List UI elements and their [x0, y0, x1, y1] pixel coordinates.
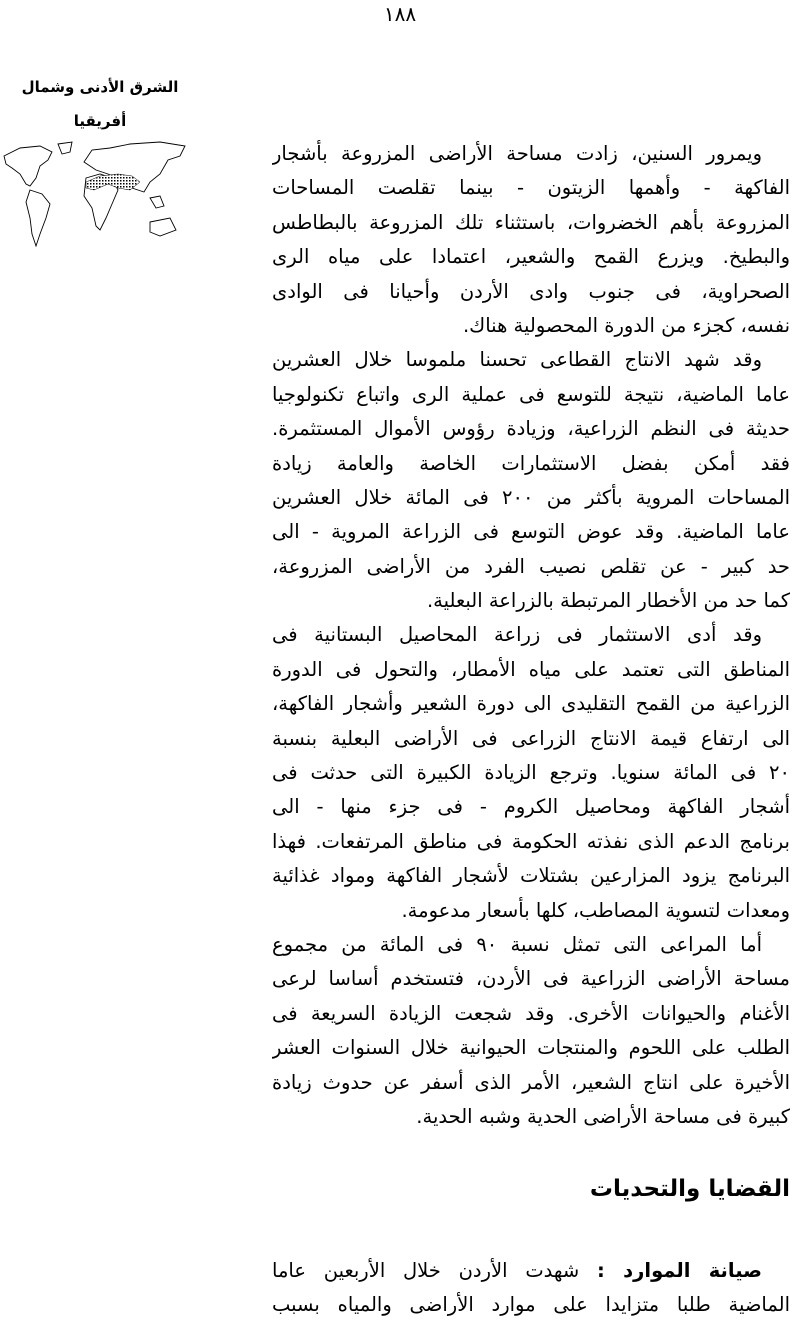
text-line: حديثة فى النظم الزراعية، وزيادة رؤوس الأموال المستثمرة. — [272, 417, 790, 441]
text-line: وقد أدى الاستثمار فى زراعة المحاصيل البستانية فى — [272, 623, 762, 647]
text-line: الطلب على اللحوم والمنتجات الحيوانية خلال السنوات العشر — [272, 1036, 790, 1060]
text-line: كما حد من الأخطار المرتبطة بالزراعة البعلية. — [426, 589, 790, 613]
text-line: مساحة الأراضى الزراعية فى الأردن، فتستخدم أساسا لرعى — [272, 967, 790, 991]
text-line: البرنامج يزود المزارعين بشتلات لأشجار الفاكهة ومواد غذائية — [272, 864, 790, 888]
text-line: نفسه، كجزء من الدورة المحصولية هناك. — [462, 313, 790, 337]
text-line: عاما الماضية. وقد عوض التوسع فى الزراعة المروية - الى — [272, 520, 790, 544]
subheading-lead: صيانة الموارد : — [597, 1259, 763, 1282]
text-line — [272, 1254, 790, 1288]
text-line: فقد أمكن بفضل الاستثمارات الخاصة والعامة زيادة — [272, 451, 790, 475]
text-line: المناطق التى تعتمد على مياه الأمطار، والتحول فى الدورة — [272, 657, 790, 681]
text-line: الفاكهة - وأهمها الزيتون - بينما تقلصت المساحات — [272, 176, 790, 200]
text-line: أشجار الفاكهة ومحاصيل الكروم - فى جزء منها - الى — [272, 795, 790, 819]
text-line: الصحراوية، فى جنوب وادى الأردن وأحيانا فى الوادى — [272, 279, 790, 303]
text-line: الماضية طلبا متزايدا على موارد الأراضى والمياه بسبب — [272, 1293, 790, 1317]
section-paragraph — [272, 1254, 790, 1323]
text-line: ومعدات لتسوية المصاطب، كلها بأسعار مدعومة. — [401, 898, 790, 922]
text-line: المزروعة بأهم الخضروات، باستثناء تلك المزروعة بالبطاطس — [272, 210, 790, 234]
text-line: المساحات المروية بأكثر من ٢٠٠ فى المائة خلال العشرين — [272, 485, 790, 509]
text-line: الى ارتفاع قيمة الانتاج الزراعى فى الأراضى البعلية بنسبة — [272, 726, 790, 750]
text-line: الأخيرة على انتاج الشعير، الأمر الذى أسفر عن حدوث زيادة — [272, 1070, 790, 1094]
highlighted-region — [86, 174, 140, 190]
text-line: برنامج الدعم الذى نفذته الحكومة فى مناطق المرتفعات. فهذا — [272, 829, 790, 853]
world-map-icon — [0, 138, 190, 248]
text-line: والبطيخ. ويزرع القمح والشعير، اعتمادا على مياه الرى — [272, 245, 790, 269]
text-line: كبيرة فى مساحة الأراضى الحدية وشبه الحدية. — [416, 1104, 790, 1128]
text-line: الأغنام والحيوانات الأخرى. وقد شجعت الزيادة السريعة فى — [272, 1001, 790, 1025]
main-text — [272, 137, 790, 1134]
text-line: الزراعية من القمح التقليدى الى دورة الشعير وأشجار الفاكهة، — [272, 692, 790, 716]
text-line: أما المراعى التى تمثل نسبة ٩٠ فى المائة من مجموع — [272, 932, 762, 956]
text-line: وقد شهد الانتاج القطاعى تحسنا ملموسا خلال العشرين — [272, 348, 762, 372]
section-heading: القضايا والتحديات — [589, 1176, 790, 1202]
text-span: شهدت الأردن خلال الأربعين عاما — [272, 1259, 580, 1282]
text-line: ويمرور السنين، زادت مساحة الأراضى المزروعة بأشجار — [272, 142, 762, 165]
text-line: ٢٠ فى المائة سنويا. وترجع الزيادة الكبيرة التى حدثت فى — [272, 761, 790, 785]
side-title-line1: الشرق الأدنى وشمال — [21, 78, 179, 96]
side-title-line2: أفريقيا — [73, 112, 127, 130]
page-number: ١٨٨ — [383, 2, 417, 26]
text-line: حد كبير - عن تقلص نصيب الفرد من الأراضى المزروعة، — [272, 554, 790, 578]
text-line: عاما الماضية، نتيجة للتوسع فى عملية الرى واتباع تكنولوجيا — [272, 382, 790, 406]
